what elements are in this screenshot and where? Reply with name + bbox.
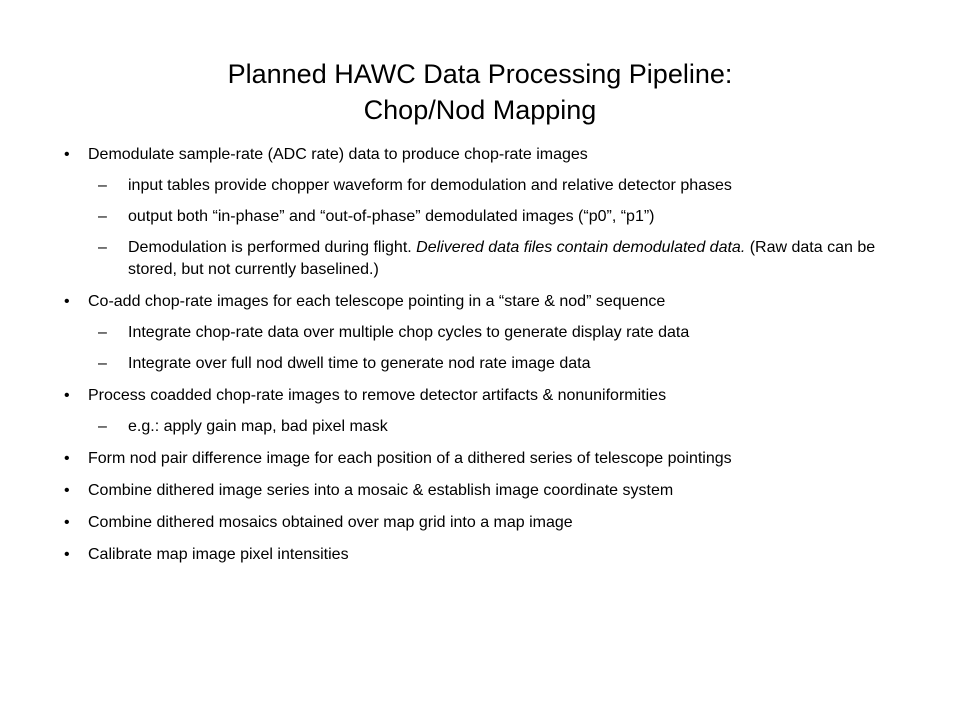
bullet-text: Form nod pair difference image for each position of a dithered series of telescope pointings <box>88 450 732 467</box>
sub-item-text: Integrate chop-rate data over multiple chop cycles to generate display rate data <box>128 324 690 341</box>
bullet-marker: • <box>64 546 70 563</box>
bullet-marker: • <box>64 450 70 467</box>
sub-item-text-pre: Demodulation is performed during flight. <box>128 239 417 256</box>
dash-marker: – <box>98 208 107 225</box>
sub-item-text: input tables provide chopper waveform for demodulation and relative detector phases <box>128 177 732 194</box>
bullet-text: Co-add chop-rate images for each telescope pointing in a “stare & nod” sequence <box>88 293 666 310</box>
dash-marker: – <box>98 324 107 341</box>
dash-marker: – <box>98 177 107 194</box>
sub-list <box>88 322 894 375</box>
bullet-marker: • <box>64 293 70 310</box>
sub-item-input-tables <box>88 175 894 197</box>
slide-title-line-2: Chop/Nod Mapping <box>363 95 597 125</box>
dash-marker: – <box>98 418 107 435</box>
dash-marker: – <box>98 239 107 256</box>
dash-marker: – <box>98 355 107 372</box>
sub-item-text: e.g.: apply gain map, bad pixel mask <box>128 418 388 435</box>
bullet-combine-map <box>64 512 894 534</box>
bullet-marker: • <box>64 387 70 404</box>
slide-title <box>80 56 880 128</box>
bullet-process-coadded <box>64 385 894 438</box>
bullet-text: Demodulate sample-rate (ADC rate) data to produce chop-rate images <box>88 146 588 163</box>
sub-item-integrate-nod-dwell <box>88 353 894 375</box>
bullet-marker: • <box>64 514 70 531</box>
bullet-nod-pair-difference <box>64 448 894 470</box>
sub-item-demodulation-in-flight <box>88 237 894 281</box>
sub-item-text: output both “in-phase” and “out-of-phase” demodulated images (“p0”, “p1”) <box>128 208 655 225</box>
bullet-text: Calibrate map image pixel intensities <box>88 546 349 563</box>
bullet-list <box>64 144 894 576</box>
bullet-marker: • <box>64 482 70 499</box>
bullet-text: Combine dithered image series into a mosaic & establish image coordinate system <box>88 482 674 499</box>
bullet-text: Process coadded chop-rate images to remove detector artifacts & nonuniformities <box>88 387 667 404</box>
sub-item-text-post: (Raw data can be stored, but not currently baselined.) <box>128 239 876 278</box>
sub-item-output-both <box>88 206 894 228</box>
bullet-calibrate <box>64 544 894 566</box>
slide-title-line-1: Planned HAWC Data Processing Pipeline: <box>227 59 733 89</box>
bullet-text: Combine dithered mosaics obtained over map grid into a map image <box>88 514 573 531</box>
sub-list <box>88 416 894 438</box>
sub-list <box>88 175 894 281</box>
sub-item-text: Integrate over full nod dwell time to generate nod rate image data <box>128 355 591 372</box>
sub-item-integrate-chop-rate <box>88 322 894 344</box>
bullet-demodulate <box>64 144 894 281</box>
bullet-combine-mosaic <box>64 480 894 502</box>
bullet-marker: • <box>64 146 70 163</box>
sub-item-gain-map <box>88 416 894 438</box>
bullet-co-add <box>64 291 894 375</box>
sub-item-text-italic: Delivered data files contain demodulated data. <box>416 239 746 256</box>
